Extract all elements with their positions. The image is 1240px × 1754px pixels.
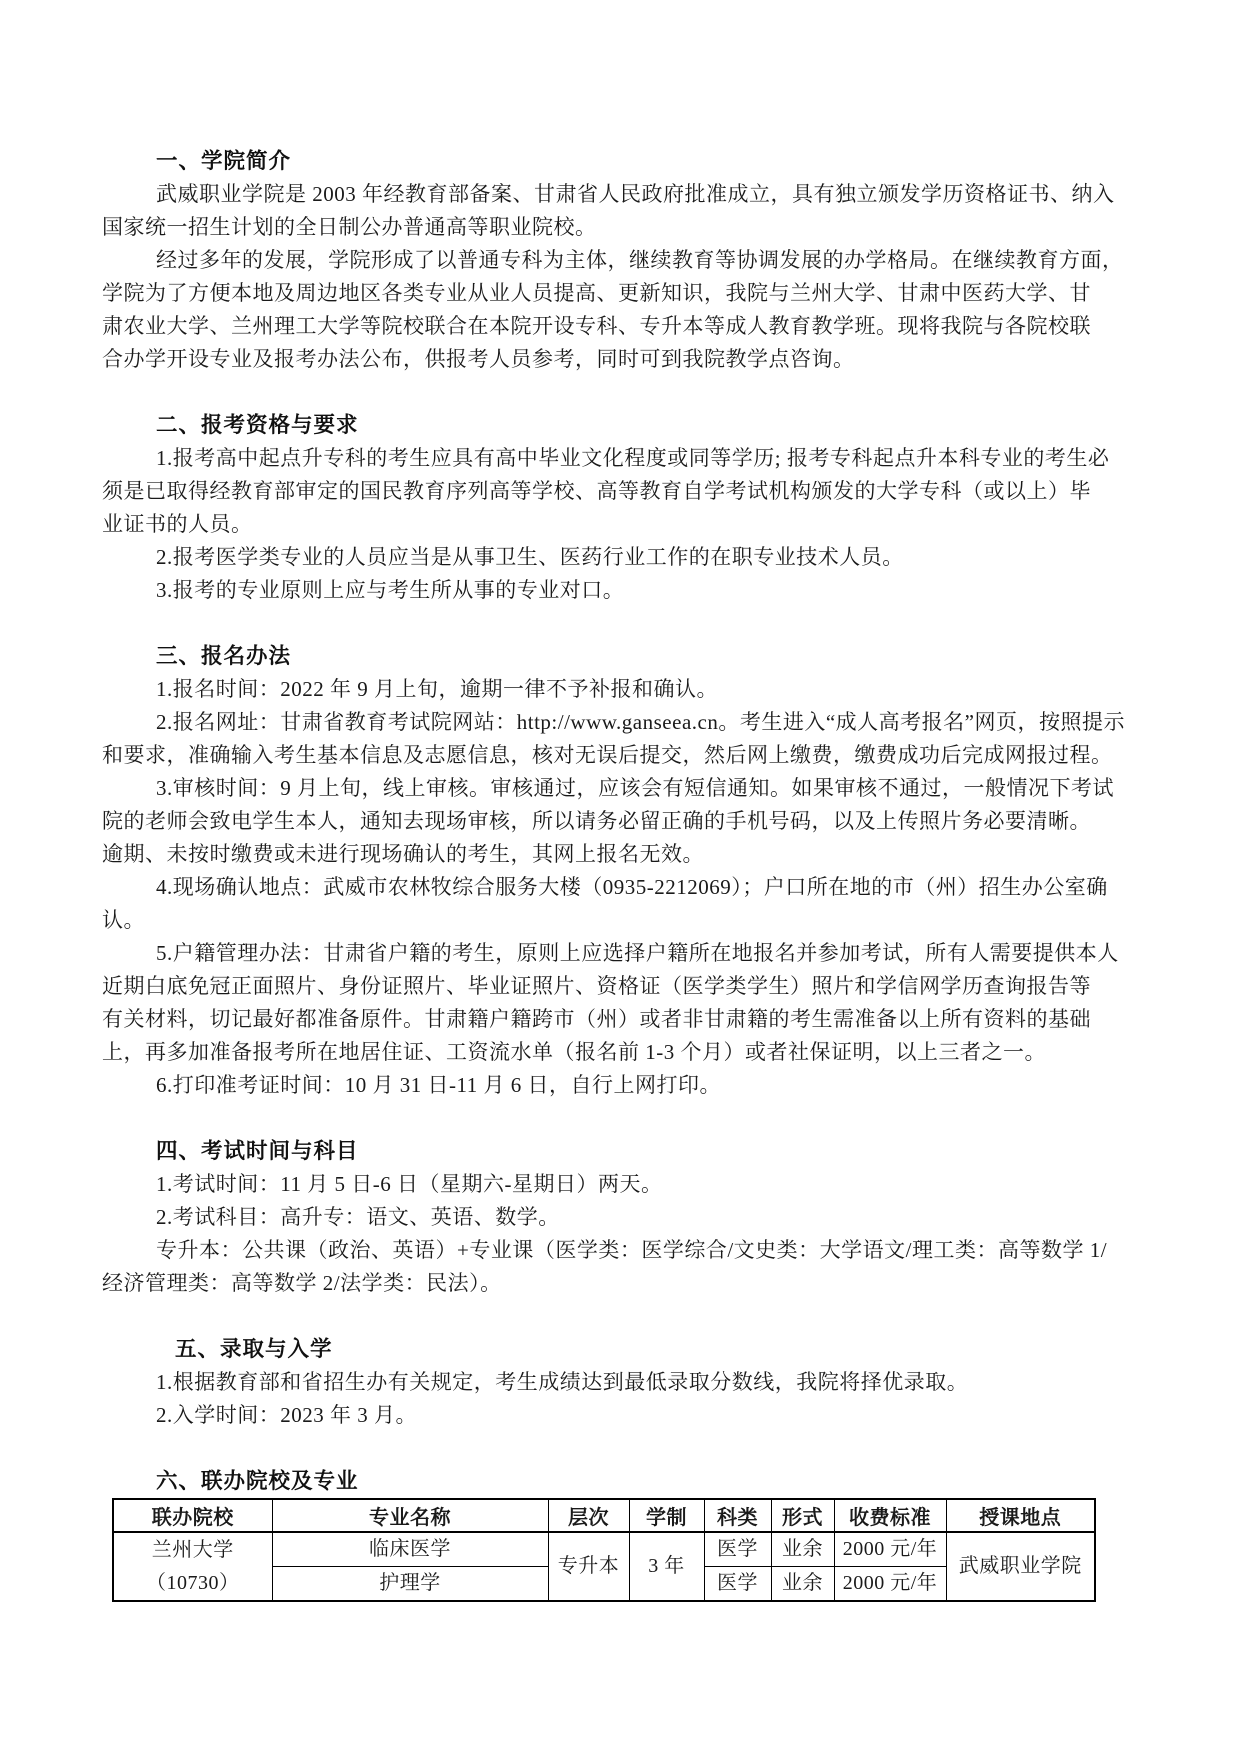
cell-duration: 3 年 bbox=[629, 1532, 704, 1601]
section-heading-5: 五、录取与入学 bbox=[175, 1337, 333, 1361]
section-heading-1: 一、学院简介 bbox=[156, 149, 292, 173]
section-registration bbox=[102, 640, 1142, 1102]
section-eligibility bbox=[102, 409, 1142, 607]
text-line: 4.现场确认地点：武威市农林牧综合服务大楼（0935-2212069）；户口所在地的市（州）招生办公室确 bbox=[156, 875, 1108, 899]
cell-category: 医学 bbox=[704, 1567, 771, 1602]
section-heading-2: 二、报考资格与要求 bbox=[156, 413, 359, 437]
header-major-name: 专业名称 bbox=[272, 1499, 548, 1532]
text-line: 经济管理类：高等数学 2/法学类：民法）。 bbox=[102, 1271, 502, 1295]
cell-fee: 2000 元/年 bbox=[834, 1567, 946, 1602]
text-line: 3.报考的专业原则上应与考生所从事的专业对口。 bbox=[156, 578, 625, 602]
cell-college bbox=[113, 1532, 272, 1601]
header-partner-college: 联办院校 bbox=[113, 1499, 272, 1532]
text-line: 专升本：公共课（政治、英语）+专业课（医学类：医学综合/文史类：大学语文/理工类：高等数学 1/ bbox=[156, 1238, 1108, 1262]
programs-table-wrapper bbox=[112, 1498, 1142, 1602]
text-line: 经过多年的发展，学院形成了以普通专科为主体，继续教育等协调发展的办学格局。在继续教育方面， bbox=[156, 248, 1124, 272]
text-line: 2.报考医学类专业的人员应当是从事卫生、医药行业工作的在职专业技术人员。 bbox=[156, 545, 904, 569]
text-line: 须是已取得经教育部审定的国民教育序列高等学校、高等教育自学考试机构颁发的大学专科（或以上）毕 bbox=[102, 479, 1091, 503]
cell-major: 护理学 bbox=[272, 1567, 548, 1602]
text-line: 3.审核时间：9 月上旬，线上审核。审核通过，应该会有短信通知。如果审核不通过，一般情况下考试 bbox=[156, 776, 1114, 800]
text-line: 2.考试科目：高升专：语文、英语、数学。 bbox=[156, 1205, 560, 1229]
header-level: 层次 bbox=[548, 1499, 629, 1532]
cell-level: 专升本 bbox=[548, 1532, 629, 1601]
text-line: 1.考试时间：11 月 5 日-6 日（星期六-星期日）两天。 bbox=[156, 1172, 663, 1196]
header-form: 形式 bbox=[771, 1499, 834, 1532]
section-heading-3: 三、报名办法 bbox=[156, 644, 292, 668]
section-partner-programs bbox=[102, 1465, 1142, 1602]
cell-fee: 2000 元/年 bbox=[834, 1532, 946, 1567]
text-line: 肃农业大学、兰州理工大学等院校联合在本院开设专科、专升本等成人教育教学班。现将我院与各院校联 bbox=[102, 314, 1091, 338]
section-exam-schedule bbox=[102, 1135, 1142, 1300]
header-duration: 学制 bbox=[629, 1499, 704, 1532]
cell-location: 武威职业学院 bbox=[946, 1532, 1095, 1601]
header-category: 科类 bbox=[704, 1499, 771, 1532]
text-line: 6.打印准考证时间：10 月 31 日-11 月 6 日，自行上网打印。 bbox=[156, 1073, 721, 1097]
text-line: 近期白底免冠正面照片、身份证照片、毕业证照片、资格证（医学类学生）照片和学信网学历查询报告等 bbox=[102, 974, 1091, 998]
programs-table bbox=[112, 1498, 1096, 1602]
text-line: 武威职业学院是 2003 年经教育部备案、甘肃省人民政府批准成立，具有独立颁发学历资格证书、纳入 bbox=[156, 182, 1115, 206]
text-line: 1.根据教育部和省招生办有关规定，考生成绩达到最低录取分数线，我院将择优录取。 bbox=[156, 1370, 969, 1394]
cell-major: 临床医学 bbox=[272, 1532, 548, 1567]
text-line: 院的老师会致电学生本人，通知去现场审核，所以请务必留正确的手机号码，以及上传照片务必要清晰。 bbox=[102, 809, 1091, 833]
section-admission bbox=[102, 1333, 1142, 1432]
text-line: 5.户籍管理办法：甘肃省户籍的考生，原则上应选择户籍所在地报名并参加考试，所有人需要提供本人 bbox=[156, 941, 1119, 965]
text-line: 学院为了方便本地及周边地区各类专业从业人员提高、更新知识，我院与兰州大学、甘肃中医药大学、甘 bbox=[102, 281, 1091, 305]
table-header-row bbox=[113, 1499, 1095, 1532]
section-college-intro bbox=[102, 145, 1142, 376]
text-line: 业证书的人员。 bbox=[102, 512, 253, 536]
text-line: 1.报名时间：2022 年 9 月上旬，逾期一律不予补报和确认。 bbox=[156, 677, 718, 701]
text-line: 国家统一招生计划的全日制公办普通高等职业院校。 bbox=[102, 215, 597, 239]
text-line: 逾期、未按时缴费或未进行现场确认的考生，其网上报名无效。 bbox=[102, 842, 704, 866]
header-location: 授课地点 bbox=[946, 1499, 1095, 1532]
text-line: 有关材料，切记最好都准备原件。甘肃籍户籍跨市（州）或者非甘肃籍的考生需准备以上所有资料的基础 bbox=[102, 1007, 1091, 1031]
table-row bbox=[113, 1532, 1095, 1567]
section-heading-6: 六、联办院校及专业 bbox=[156, 1469, 359, 1493]
text-line: 1.报考高中起点升专科的考生应具有高中毕业文化程度或同等学历; 报考专科起点升本科专业的考生必 bbox=[156, 446, 1110, 470]
college-code: （10730） bbox=[146, 1571, 240, 1594]
text-line: 2.报名网址：甘肃省教育考试院网站：http://www.ganseea.cn。考生进入“成人高考报名”网页，按照提示 bbox=[156, 710, 1125, 734]
cell-form: 业余 bbox=[771, 1567, 834, 1602]
section-heading-4: 四、考试时间与科目 bbox=[156, 1139, 359, 1163]
header-fee: 收费标准 bbox=[834, 1499, 946, 1532]
text-line: 合办学开设专业及报考办法公布，供报考人员参考，同时可到我院教学点咨询。 bbox=[102, 347, 855, 371]
text-line: 认。 bbox=[102, 908, 145, 932]
cell-category: 医学 bbox=[704, 1532, 771, 1567]
college-name: 兰州大学 bbox=[151, 1538, 234, 1561]
cell-form: 业余 bbox=[771, 1532, 834, 1567]
text-line: 2.入学时间：2023 年 3 月。 bbox=[156, 1403, 417, 1427]
text-line: 上，再多加准备报考所在地居住证、工资流水单（报名前 1-3 个月）或者社保证明，以上三者之一。 bbox=[102, 1040, 1046, 1064]
text-line: 和要求，准确输入考生基本信息及志愿信息，核对无误后提交，然后网上缴费，缴费成功后完成网报过程。 bbox=[102, 743, 1113, 767]
